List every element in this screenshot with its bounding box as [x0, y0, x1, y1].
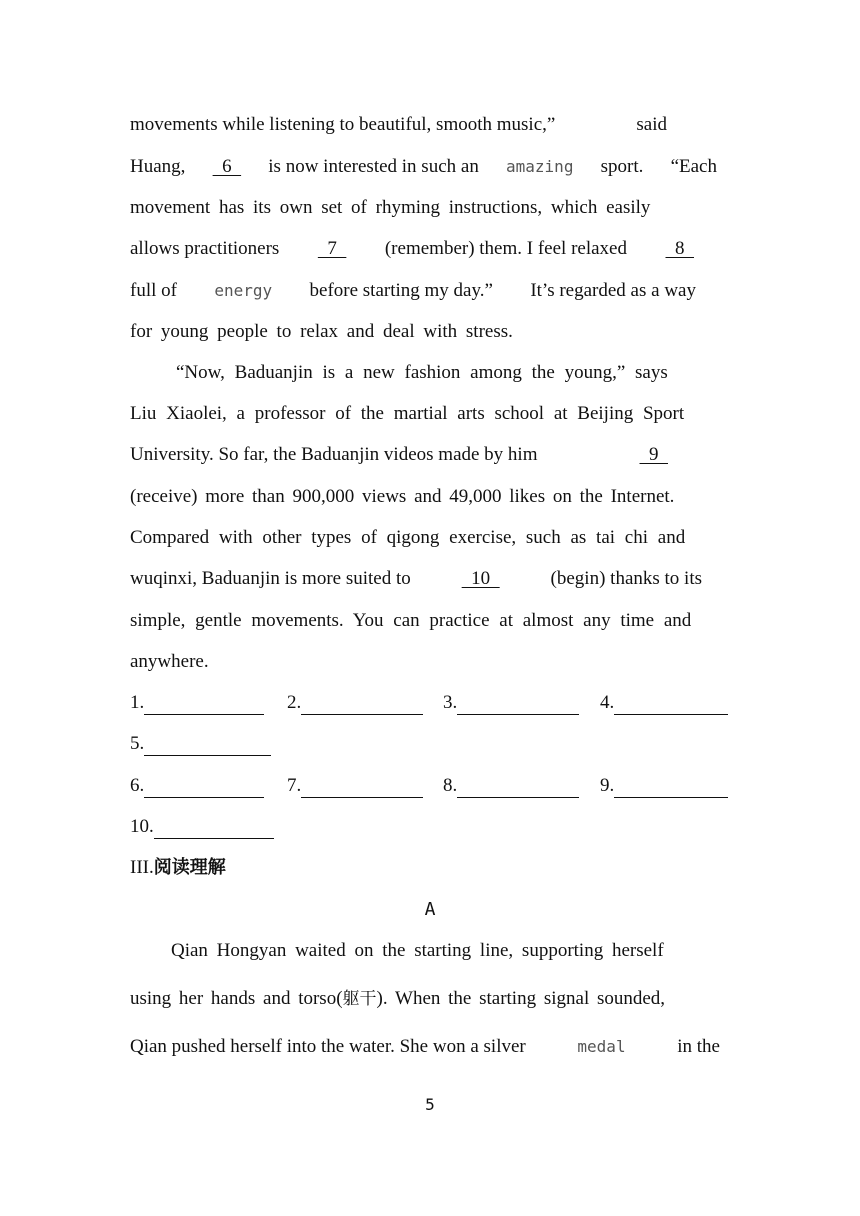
answer-9[interactable]: 9. [600, 774, 728, 798]
passage-line-8: Liu Xiaolei, a professor of the martial arts school at Beijing Sport [130, 403, 685, 424]
answer-6[interactable]: 6. [130, 774, 264, 798]
passage-line-4: allows practitioners 7 (remember) them. I feel relaxed 8 [130, 238, 694, 259]
blank-8[interactable]: 8 [665, 238, 694, 259]
blank-9[interactable]: 9 [639, 444, 668, 465]
passage-line-7: “Now, Baduanjin is a new fashion among the young,” says [176, 362, 668, 383]
answer-row-2 [130, 732, 730, 756]
passage-line-13: simple, gentle movements. You can practice at almost any time and [130, 610, 692, 631]
answer-7[interactable]: 7. [287, 774, 423, 798]
passage-line-1: movements while listening to beautiful, smooth music,” said [130, 114, 667, 135]
passage-line-9: University. So far, the Baduanjin videos made by him 9 [130, 444, 668, 465]
answer-row-3 [130, 774, 730, 798]
page-number: 5 [425, 1095, 435, 1114]
answer-3[interactable]: 3. [443, 691, 579, 715]
answer-2[interactable]: 2. [287, 691, 423, 715]
passage-line-11: Compared with other types of qigong exercise, such as tai chi and [130, 527, 686, 548]
passage-line-5: full of energy before starting my day.” It’s regarded as a way [130, 280, 696, 301]
subheading-a: A [424, 899, 436, 920]
reading-line-3: Qian pushed herself into the water. She won a silver medal in the [130, 1036, 720, 1057]
passage-line-10: (receive) more than 900,000 views and 49,000 likes on the Internet. [130, 486, 675, 507]
blank-10[interactable]: 10 [461, 568, 500, 589]
answer-row-4 [130, 815, 730, 839]
passage-line-2: Huang, 6 is now interested in such an amazing sport. “Each [130, 156, 717, 177]
answer-1[interactable]: 1. [130, 691, 264, 715]
passage-line-14: anywhere. [130, 651, 209, 672]
reading-line-2: using her hands and torso( 躯干 ). When the starting signal sounded, [130, 988, 666, 1009]
answer-row-1 [130, 691, 730, 715]
answer-4[interactable]: 4. [600, 691, 728, 715]
blank-6[interactable]: 6 [212, 156, 242, 177]
section-heading: III.阅读理解 [130, 857, 226, 878]
reading-line-1: Qian Hongyan waited on the starting line, supporting herself [171, 940, 664, 961]
passage-line-6: for young people to relax and deal with stress. [130, 321, 513, 342]
answer-8[interactable]: 8. [443, 774, 579, 798]
answer-10[interactable]: 10. [130, 815, 274, 839]
blank-7[interactable]: 7 [317, 238, 347, 259]
answer-5[interactable]: 5. [130, 732, 271, 756]
passage-line-3: movement has its own set of rhyming instructions, which easily [130, 197, 651, 218]
passage-line-12: wuqinxi, Baduanjin is more suited to 10 (begin) thanks to its [130, 568, 702, 589]
